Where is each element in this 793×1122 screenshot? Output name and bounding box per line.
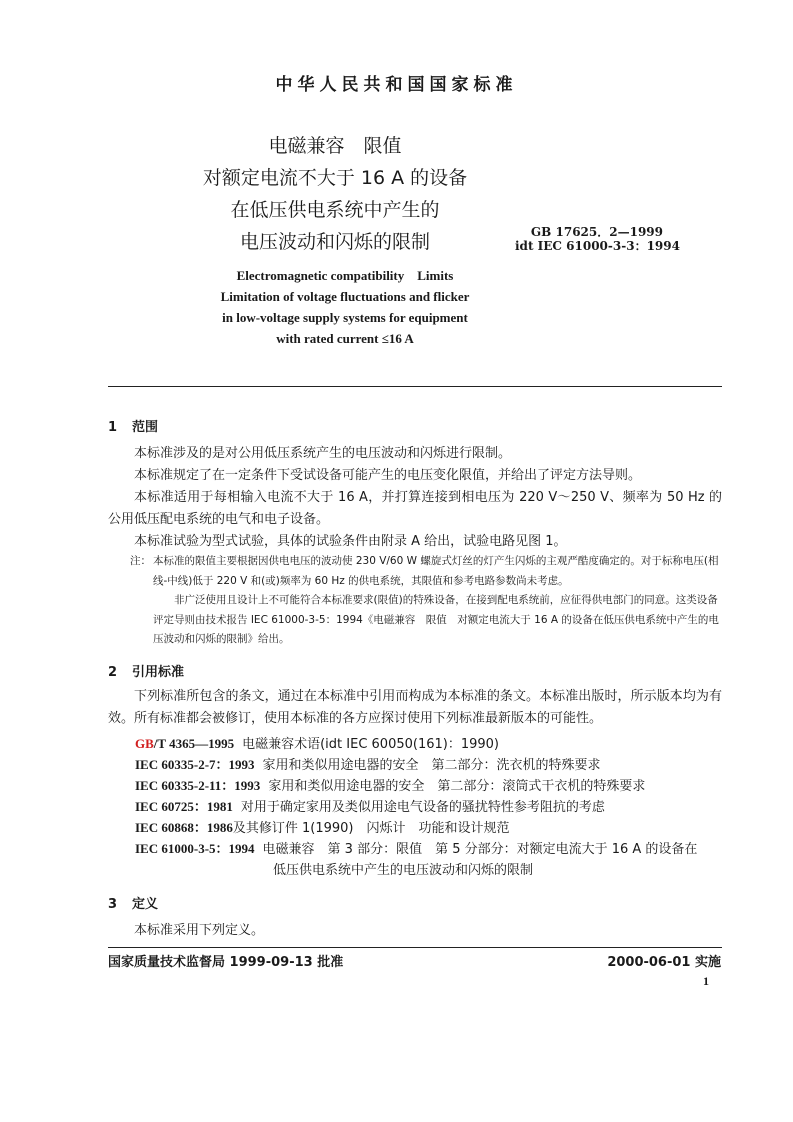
section-1-paragraph-1: 本标准涉及的是对公用低压系统产生的电压波动和闪烁进行限制。 — [134, 446, 512, 461]
english-title-line-3: in low-voltage supply systems for equipment — [222, 310, 468, 325]
gb-number: GB 17625．2—1999 — [530, 225, 663, 239]
page-number: 1 — [703, 974, 709, 988]
section-3-number: 3 — [108, 897, 118, 912]
title-line-1: 电磁兼容 限值 — [268, 135, 402, 157]
reference-code: IEC 61000-3-5：1994 — [135, 841, 255, 856]
national-standard-header: 中华人民共和国国家标准 — [275, 75, 518, 95]
section-2-heading — [108, 661, 184, 680]
reference-code: IEC 60335-2-7：1993 — [135, 757, 255, 772]
reference-description-continued: 低压供电系统中产生的电压波动和闪烁的限制 — [273, 863, 534, 878]
english-title-line-2: Limitation of voltage fluctuations and flicker — [220, 289, 470, 304]
section-1-title: 范围 — [132, 420, 159, 435]
title-line-4: 电压波动和闪烁的限制 — [239, 231, 430, 253]
footer-divider — [108, 947, 722, 948]
reference-item — [135, 733, 722, 755]
chinese-title — [150, 130, 520, 258]
idt-number: idt IEC 61000-3-3：1994 — [515, 239, 680, 253]
reference-description: 家用和类似用途电器的安全 第二部分：洗衣机的特殊要求 — [262, 758, 601, 773]
title-line-2: 对额定电流不大于 16 A 的设备 — [202, 167, 468, 189]
reference-item — [135, 817, 722, 839]
reference-code: IEC 60335-2-11：1993 — [135, 778, 261, 793]
reference-code: GB/T 4365—1995 — [135, 736, 235, 751]
section-3-heading — [108, 893, 158, 912]
reference-code: IEC 60725：1981 — [135, 799, 233, 814]
note-1-text: 本标准的限值主要根据因供电电压的波动使 230 V/60 W 螺旋式灯丝的灯产生闪烁的主观严酷度确定的。对于标称电压(相线-中线)低于 220 V 和(或)频率为 60 Hz 的供电系统，其限值和参考电路参数尚未考虑。 — [153, 555, 719, 587]
reference-description: 家用和类似用途电器的安全 第二部分：滚筒式干衣机的特殊要求 — [268, 779, 646, 794]
section-2-title: 引用标准 — [132, 665, 185, 680]
approval-line: 国家质量技术监督局 1999-09-13 批准 — [108, 955, 344, 970]
standard-number — [515, 225, 680, 253]
section-2-number: 2 — [108, 665, 118, 680]
reference-item — [135, 838, 722, 881]
reference-description: 对用于确定家用及类似用途电气设备的骚扰特性参考阻抗的考虑 — [240, 800, 605, 815]
section-1-number: 1 — [108, 420, 118, 435]
note-1 — [130, 552, 722, 591]
reference-description: 及其修订件 1(1990) 闪烁计 功能和设计规范 — [232, 821, 510, 836]
section-1-paragraph-2: 本标准规定了在一定条件下受试设备可能产生的电压变化限值，并给出了评定方法导则。 — [134, 468, 642, 483]
section-3-paragraph-1: 本标准采用下列定义。 — [134, 923, 265, 938]
reference-description: 电磁兼容 第 3 部分：限值 第 5 分部分：对额定电流大于 16 A 的设备在 — [262, 842, 698, 857]
note-label: 注： — [130, 555, 151, 567]
english-title-line-1: Electromagnetic compatibility Limits — [236, 268, 454, 283]
section-1-paragraph-4: 本标准试验为型式试验，具体的试验条件由附录 A 给出，试验电路见图 1。 — [134, 534, 567, 549]
section-1-paragraph-3: 本标准适用于每相输入电流不大于 16 A，并打算连接到相电压为 220 V～250 V、频率为 50 Hz 的公用低压配电系统的电气和电子设备。 — [108, 490, 722, 527]
note-2-text: 非广泛使用且设计上不可能符合本标准要求(限值)的特殊设备，在接到配电系统前，应征得供电部门的同意。这类设备评定导则由技术报告 IEC 61000-3-5：1994《电磁兼容 限值 对额定电流大于 16 A 的设备在低压供电系统中产生的电压波动和闪烁的限制》给出。 — [153, 594, 719, 645]
reference-code-gb: GB — [135, 736, 154, 751]
reference-code: IEC 60868：1986 — [135, 820, 233, 835]
section-2-intro: 下列标准所包含的条文，通过在本标准中引用而构成为本标准的条文。本标准出版时，所示版本均为有效。所有标准都会被修订，使用本标准的各方应探讨使用下列标准最新版本的可能性。 — [108, 689, 722, 726]
section-3-title: 定义 — [132, 897, 159, 912]
english-title — [180, 265, 510, 349]
reference-description: 电磁兼容术语(idt IEC 60050(161)：1990) — [242, 737, 499, 752]
reference-item — [135, 754, 722, 776]
reference-item — [135, 775, 722, 797]
reference-item — [135, 796, 722, 818]
title-line-3: 在低压供电系统中产生的 — [230, 199, 440, 221]
english-title-line-4: with rated current ≤16 A — [276, 331, 414, 346]
header-divider — [108, 386, 722, 387]
implementation-date: 2000-06-01 实施 — [607, 955, 721, 970]
section-1-heading — [108, 416, 158, 435]
